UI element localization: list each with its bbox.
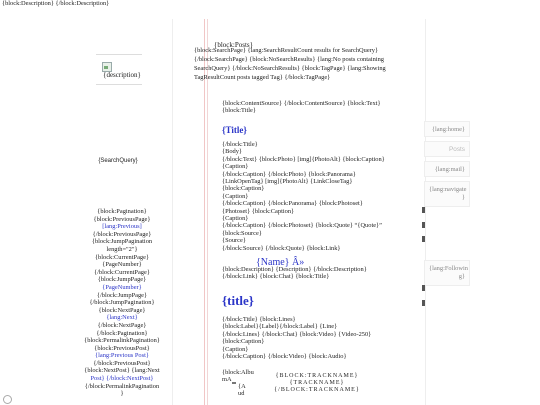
bottom-line: {block:Label}{Label}{/block:Label} {Line} <box>222 323 338 331</box>
body-line: {block:Caption} <box>222 185 265 193</box>
pagination-line: {/block:JumpPagination} <box>89 299 155 307</box>
bottom-line: {/block:Title} {block:Lines} <box>222 316 296 323</box>
post-title-link[interactable]: {Title} <box>222 125 247 135</box>
nav-navigate-line: {lang:navigate <box>429 186 467 193</box>
circle-icon <box>3 395 12 404</box>
album-line: mA <box>222 376 232 384</box>
jump-page-link[interactable]: {PageNumber} <box>102 283 142 291</box>
nav-following-line: {lang:Followin <box>429 265 468 272</box>
pagination-line: } <box>120 390 124 398</box>
pagination-line: {/block:CurrentPage} <box>94 268 150 276</box>
search-results-line: {block:SearchPage} {lang:SearchResultCount results for SearchQuery} <box>194 47 379 54</box>
nav-navigate-line: } <box>461 194 465 201</box>
previous-page-link[interactable]: [lang:Previous] <box>102 223 142 231</box>
body-line: {Photoset} {block:Caption} <box>222 207 295 215</box>
link-description <box>222 266 412 281</box>
nav-following-line: g} <box>458 273 465 280</box>
bottom-line: {/block:Caption} {/block:Video} {block:Audio} <box>222 353 347 361</box>
body-line: {block:Source} <box>222 229 262 237</box>
posts-block-label: {block:Posts} <box>214 41 254 49</box>
audio-line: {A <box>238 383 246 390</box>
track-line: {/BLOCK:TRACKNAME} <box>274 387 360 393</box>
pagination-line: {/block:JumpPage} <box>96 291 148 299</box>
track-line: {BLOCK:TRACKNAME} <box>275 373 359 379</box>
chat-video-block <box>222 316 412 360</box>
pagination-line: {/block:PreviousPage} <box>92 230 152 238</box>
pagination-line: {block:NextPost} {lang:Next <box>84 367 160 375</box>
sidebar-divider-top <box>96 54 142 55</box>
search-results-line: TagResultCount posts tagged Tag} {/block:TagPage} <box>194 74 331 81</box>
nav-posts-link[interactable]: Posts <box>424 141 470 157</box>
search-query-text: {SearchQuery} <box>98 158 138 164</box>
body-line: {/block:Source} {/block:Quote} {block:Link} <box>222 244 341 252</box>
nav-marker <box>422 285 425 291</box>
pagination-line: {block:PreviousPage} <box>93 215 151 223</box>
next-post-link[interactable] <box>82 367 162 375</box>
nav-mail-link[interactable]: {lang:mail} <box>424 161 470 177</box>
bottom-line: {Caption} <box>222 345 249 353</box>
desc-line: {block:Description} {Description} {/block:Description} <box>222 266 367 273</box>
audio-snippet <box>238 383 246 398</box>
content-line: {block:ContentSource} {/block:ContentSource} {block:Text} <box>222 100 381 107</box>
sidebar-description: {description} <box>103 71 141 79</box>
body-line: {Caption} <box>222 163 249 171</box>
pagination-line: length="2"} <box>106 245 138 253</box>
link-name[interactable]: {Name} Â» <box>256 257 305 268</box>
bottom-line: {block:Caption} <box>222 338 265 346</box>
search-results-line: {/block:SearchPage} {block:NoSearchResults} {lang:No posts containing <box>194 56 384 63</box>
pagination-line: {block:CurrentPage} <box>94 253 150 261</box>
dash-icon <box>232 382 236 384</box>
next-post-link-cont[interactable]: Post} {/block:NextPost} <box>90 375 154 383</box>
chat-title-link[interactable]: {title} <box>222 293 254 308</box>
body-line: {/block:Caption} {/block:Panorama} {block:Photoset} <box>222 200 363 208</box>
body-line: {/block:Text} {block:Photo} [img]{PhotoAlt} {block:Caption} <box>222 155 385 163</box>
pagination-line: {block:JumpPagination <box>91 238 153 246</box>
pagination-line: {/block:PermalinkPagination <box>84 382 160 390</box>
nav-navigate-link[interactable] <box>424 181 470 207</box>
pagination-line: {/block:Pagination} <box>96 329 148 337</box>
pagination-line: {block:Pagination} <box>97 208 147 215</box>
sidebar-pagination <box>82 208 162 398</box>
nav-marker <box>422 300 425 306</box>
post-body <box>222 141 412 252</box>
post-content-source <box>222 100 412 115</box>
body-line: {/block:Title} <box>222 141 258 148</box>
pagination-line: {block:NextPage} <box>98 306 146 314</box>
pagination-line: {/block:PreviousPost} <box>93 359 151 367</box>
track-line: {TRACKNAME} <box>289 380 345 386</box>
nav-home-link[interactable]: {lang:home} <box>424 121 470 137</box>
search-results-text <box>194 46 390 82</box>
desc-line: {/block:Link} {block:Chat} {block:Title} <box>222 273 330 281</box>
pagination-line: {block:JumpPage} <box>97 276 147 284</box>
current-page-number: {PageNumber} <box>102 261 142 269</box>
next-page-link[interactable]: {lang:Next} <box>106 314 138 322</box>
nav-marker <box>422 236 425 242</box>
pagination-line: {block:PermalinkPagination} <box>84 337 160 345</box>
nav-marker <box>422 207 425 213</box>
nav-marker <box>422 222 425 228</box>
audio-line: ud <box>238 390 245 398</box>
album-art-snippet <box>222 369 254 384</box>
body-line: {Caption} <box>222 192 249 200</box>
bottom-line: {/block:Lines} {/block:Chat} {block:Video} {Video-250} <box>222 330 372 338</box>
sidebar-photo-icon <box>102 58 114 68</box>
nav-following-link[interactable] <box>424 260 470 286</box>
pagination-line: {/block:NextPage} <box>97 321 147 329</box>
body-line: {Caption} <box>222 215 249 223</box>
previous-post-link[interactable]: {lang:Previous Post} <box>95 352 149 360</box>
sidebar-divider-bottom <box>96 84 142 85</box>
body-line: {LinkOpenTag} [img]{PhotoAlt} {LinkCloseTag} <box>222 178 353 186</box>
description-tag: {block:Description} {/block:Description} <box>2 0 110 7</box>
pagination-line: {block:PreviousPost} <box>94 344 150 352</box>
search-results-line: SearchQuery} {/block:NoSearchResults} {block:TagPage} {lang:Showing <box>194 65 386 72</box>
body-line: {/block:Caption} {/block:Photo} {block:Panorama} <box>222 170 356 178</box>
body-line: {Source} <box>222 237 246 245</box>
album-line: {block:Albu <box>222 369 254 376</box>
body-line: {Body} <box>222 148 242 156</box>
body-line: {/block:Caption} {/block:Photoset} {block:Quote} “{Quote}” <box>222 222 382 230</box>
track-name <box>258 373 376 394</box>
content-line: {block:Title} <box>222 107 256 115</box>
